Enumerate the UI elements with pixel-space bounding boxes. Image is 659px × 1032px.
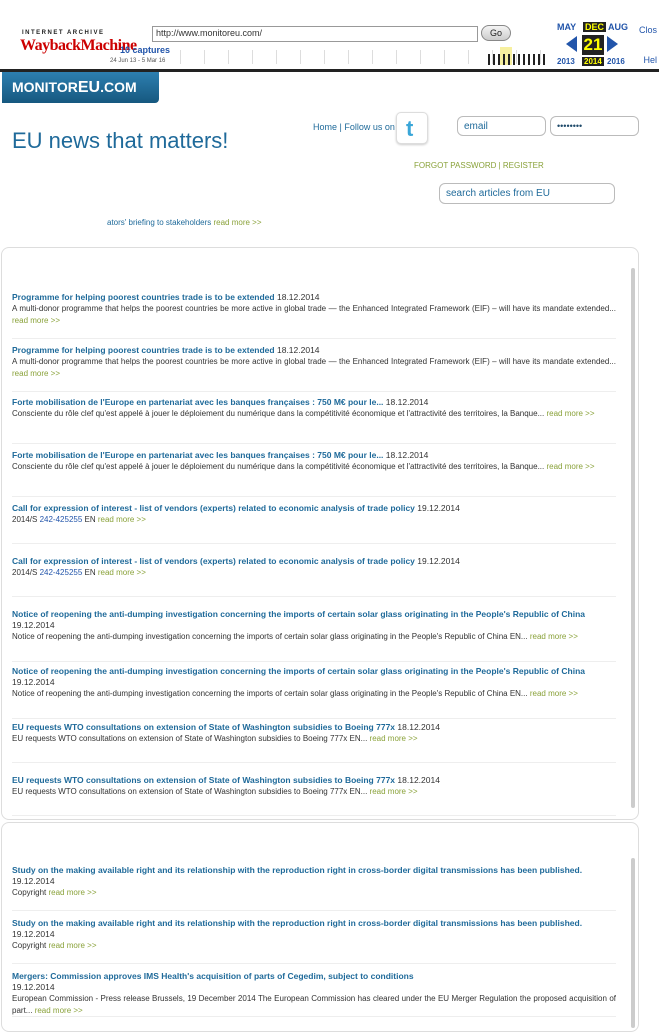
list-item — [12, 918, 616, 964]
article-title[interactable] — [12, 397, 616, 408]
twitter-glyph: t — [406, 116, 414, 141]
read-more-link[interactable]: read more >> — [546, 462, 595, 471]
read-more-link[interactable]: read more >> — [12, 369, 61, 378]
article-title[interactable] — [12, 503, 616, 514]
read-more-link[interactable]: read more >> — [34, 1006, 83, 1015]
read-more-link[interactable]: read more >> — [369, 787, 418, 796]
prev-capture-arrow-icon[interactable] — [566, 36, 577, 52]
read-more-link[interactable]: read more >> — [48, 888, 97, 897]
list-item — [12, 556, 616, 597]
article-title-text[interactable]: Forte mobilisation de l'Europe en partenariat avec les banques françaises : 750 M€ pour le... — [12, 450, 384, 460]
article-summary-text: Copyright — [12, 941, 47, 950]
ticker-read-more-link[interactable]: read more >> — [213, 218, 262, 227]
read-more-link[interactable]: read more >> — [546, 409, 595, 418]
read-more-link[interactable]: read more >> — [48, 941, 97, 950]
wayback-timeline-bars[interactable] — [488, 54, 548, 65]
article-ref-link[interactable]: 242-425255 — [39, 568, 83, 577]
list-item — [12, 397, 616, 444]
article-summary — [12, 303, 616, 327]
article-summary — [12, 631, 616, 643]
article-ref-prefix: 2014/S — [12, 515, 40, 524]
list-item — [12, 503, 616, 544]
read-more-link[interactable]: read more >> — [97, 515, 146, 524]
article-summary — [12, 514, 616, 526]
article-summary — [12, 567, 616, 579]
article-summary — [12, 356, 616, 380]
article-title-text[interactable]: Programme for helping poorest countries trade is to be extended — [12, 345, 275, 355]
article-date: 18.12.2014 — [397, 722, 440, 732]
ticker-text — [107, 218, 262, 227]
article-date: 19.12.2014 — [12, 929, 55, 939]
article-title-text[interactable]: Call for expression of interest - list of vendors (experts) related to economic analysis of trade policy — [12, 556, 415, 566]
wayback-month-current: DEC — [585, 22, 605, 32]
twitter-icon[interactable] — [396, 112, 428, 144]
article-summary-text: Consciente du rôle clef qu'est appelé à jouer le déploiement du numérique dans la compétitivité économique et l'attractivité des territoires, la Banque... — [12, 462, 545, 471]
article-date: 18.12.2014 — [397, 775, 440, 785]
wayback-month-next[interactable]: AUG — [608, 22, 628, 32]
read-more-link[interactable]: read more >> — [529, 632, 578, 641]
wayback-toolbar — [0, 0, 659, 70]
article-title-text[interactable]: Programme for helping poorest countries trade is to be extended — [12, 292, 275, 302]
article-summary-text: Notice of reopening the anti-dumping investigation concerning the imports of certain solar glass originating in the People's Republic of China EN... — [12, 689, 528, 698]
wayback-url-input[interactable]: http://www.monitoreu.com/ — [152, 26, 478, 42]
article-title[interactable] — [12, 971, 616, 993]
article-summary-text: Consciente du rôle clef qu'est appelé à jouer le déploiement du numérique dans la compétitivité économique et l'attractivité des territoires, la Banque... — [12, 409, 545, 418]
list-item — [12, 722, 616, 763]
article-title[interactable] — [12, 775, 616, 786]
article-ref-suffix: EN — [82, 515, 98, 524]
wayback-range: 24 Jun 13 - 5 Mar 16 — [110, 58, 166, 64]
article-summary-text: Copyright — [12, 888, 47, 897]
article-date: 19.12.2014 — [12, 876, 55, 886]
article-summary — [12, 887, 616, 899]
wayback-captures-link[interactable]: 10 captures — [120, 45, 171, 55]
wayback-help-link[interactable]: Hel — [643, 55, 657, 65]
article-title[interactable] — [12, 345, 616, 356]
article-title[interactable] — [12, 918, 616, 940]
list-item — [12, 666, 616, 719]
list-item — [12, 865, 616, 911]
article-ref-suffix: EN — [82, 568, 98, 577]
wayback-day: 21 — [583, 35, 603, 54]
article-title-text[interactable]: Call for expression of interest - list of vendors (experts) related to economic analysis of trade policy — [12, 503, 415, 513]
read-more-link[interactable]: read more >> — [369, 734, 418, 743]
article-date: 19.12.2014 — [12, 982, 55, 992]
article-title[interactable] — [12, 666, 616, 688]
article-date: 18.12.2014 — [385, 397, 429, 407]
page-title: EU news that matters! — [12, 128, 229, 153]
next-capture-arrow-icon[interactable] — [607, 36, 618, 52]
read-more-link[interactable]: read more >> — [529, 689, 578, 698]
article-summary-text: European Commission - Press release Brussels, 19 December 2014 The European Commission has cleared under the EU Merger Regulation the proposed acquisition of part... — [12, 994, 616, 1015]
article-ref-prefix: 2014/S — [12, 568, 40, 577]
article-date: 18.12.2014 — [276, 292, 320, 302]
wayback-year-prev[interactable]: 2013 — [557, 57, 575, 66]
list-item — [12, 292, 616, 339]
article-summary — [12, 993, 616, 1017]
wayback-go-button[interactable]: Go — [481, 25, 511, 41]
article-title[interactable] — [12, 556, 616, 567]
email-field[interactable]: email — [457, 116, 546, 136]
article-ref-link[interactable]: 242-425255 — [39, 515, 83, 524]
article-summary — [12, 688, 616, 700]
top-links[interactable]: Home | Follow us on — [313, 122, 395, 132]
read-more-link[interactable]: read more >> — [12, 316, 61, 325]
article-date: 18.12.2014 — [276, 345, 320, 355]
site-logo[interactable] — [2, 72, 159, 103]
article-title-text[interactable]: Notice of reopening the anti-dumping investigation concerning the imports of certain solar glass originating in the People's Republic of China — [12, 666, 585, 676]
wayback-logo-top: INTERNET ARCHIVE — [22, 30, 105, 36]
article-title-text[interactable]: EU requests WTO consultations on extension of State of Washington subsidies to Boeing 777x — [12, 775, 396, 785]
panel-1-scrollbar[interactable] — [631, 268, 635, 808]
wayback-close-link[interactable]: Clos — [638, 25, 657, 35]
article-title[interactable] — [12, 865, 616, 887]
logo-part-com: .COM — [100, 79, 137, 95]
wayback-month-prev[interactable]: MAY — [557, 22, 577, 32]
article-title[interactable] — [12, 450, 616, 461]
list-item — [12, 775, 616, 816]
ticker-text-label: ators' briefing to stakeholders — [107, 218, 212, 227]
list-item — [12, 450, 616, 497]
list-item — [12, 971, 616, 1017]
article-date: 18.12.2014 — [385, 450, 429, 460]
article-title[interactable] — [12, 292, 616, 303]
wayback-year-current: 2014 — [584, 57, 602, 66]
article-summary-text: Notice of reopening the anti-dumping investigation concerning the imports of certain solar glass originating in the People's Republic of China EN... — [12, 632, 528, 641]
article-title-text[interactable]: Forte mobilisation de l'Europe en partenariat avec les banques françaises : 750 M€ pour le... — [12, 397, 384, 407]
article-title-text[interactable]: Study on the making available right and its relationship with the reproduction right in cross-border digital transmissions has been published. — [12, 865, 583, 875]
article-summary — [12, 786, 616, 798]
article-summary-text: EU requests WTO consultations on extension of State of Washington subsidies to Boeing 777x EN... — [12, 787, 368, 796]
article-title-text[interactable]: EU requests WTO consultations on extension of State of Washington subsidies to Boeing 777x — [12, 722, 396, 732]
password-field[interactable]: •••••••• — [550, 116, 639, 136]
article-title[interactable] — [12, 609, 616, 631]
article-date: 19.12.2014 — [417, 556, 460, 566]
article-summary — [12, 733, 616, 745]
panel-2-scrollbar[interactable] — [631, 858, 635, 1028]
article-title-text[interactable]: Notice of reopening the anti-dumping investigation concerning the imports of certain solar glass originating in the People's Republic of China — [12, 609, 585, 619]
wayback-year-next[interactable]: 2016 — [607, 57, 625, 66]
article-summary — [12, 940, 616, 952]
search-input[interactable]: search articles from EU — [439, 183, 615, 204]
article-summary-text: A multi-donor programme that helps the poorest countries be more active in global trade — the Enhanced Integrated Framework (EIF) – will have its mandate extended... — [12, 304, 616, 313]
article-summary — [12, 461, 616, 473]
article-date: 19.12.2014 — [417, 503, 460, 513]
read-more-link[interactable]: read more >> — [97, 568, 146, 577]
article-title-text[interactable]: Mergers: Commission approves IMS Health's acquisition of parts of Cegedim, subject to conditions — [12, 971, 414, 981]
wayback-logo[interactable]: WaybackMachine — [20, 37, 137, 54]
article-date: 19.12.2014 — [12, 620, 55, 630]
forgot-register-links[interactable]: FORGOT PASSWORD | REGISTER — [414, 161, 544, 170]
article-summary-text: A multi-donor programme that helps the poorest countries be more active in global trade — the Enhanced Integrated Framework (EIF) – will have its mandate extended... — [12, 357, 616, 366]
list-item — [12, 345, 616, 392]
list-item — [12, 609, 616, 662]
article-date: 19.12.2014 — [12, 677, 55, 687]
article-summary-text: EU requests WTO consultations on extension of State of Washington subsidies to Boeing 777x EN... — [12, 734, 368, 743]
article-title-text[interactable]: Study on the making available right and its relationship with the reproduction right in cross-border digital transmissions has been published. — [12, 918, 583, 928]
logo-part-monitor: MONITOR — [12, 79, 78, 95]
article-title[interactable] — [12, 722, 616, 733]
logo-part-eu: EU — [77, 79, 101, 96]
article-summary — [12, 408, 616, 420]
